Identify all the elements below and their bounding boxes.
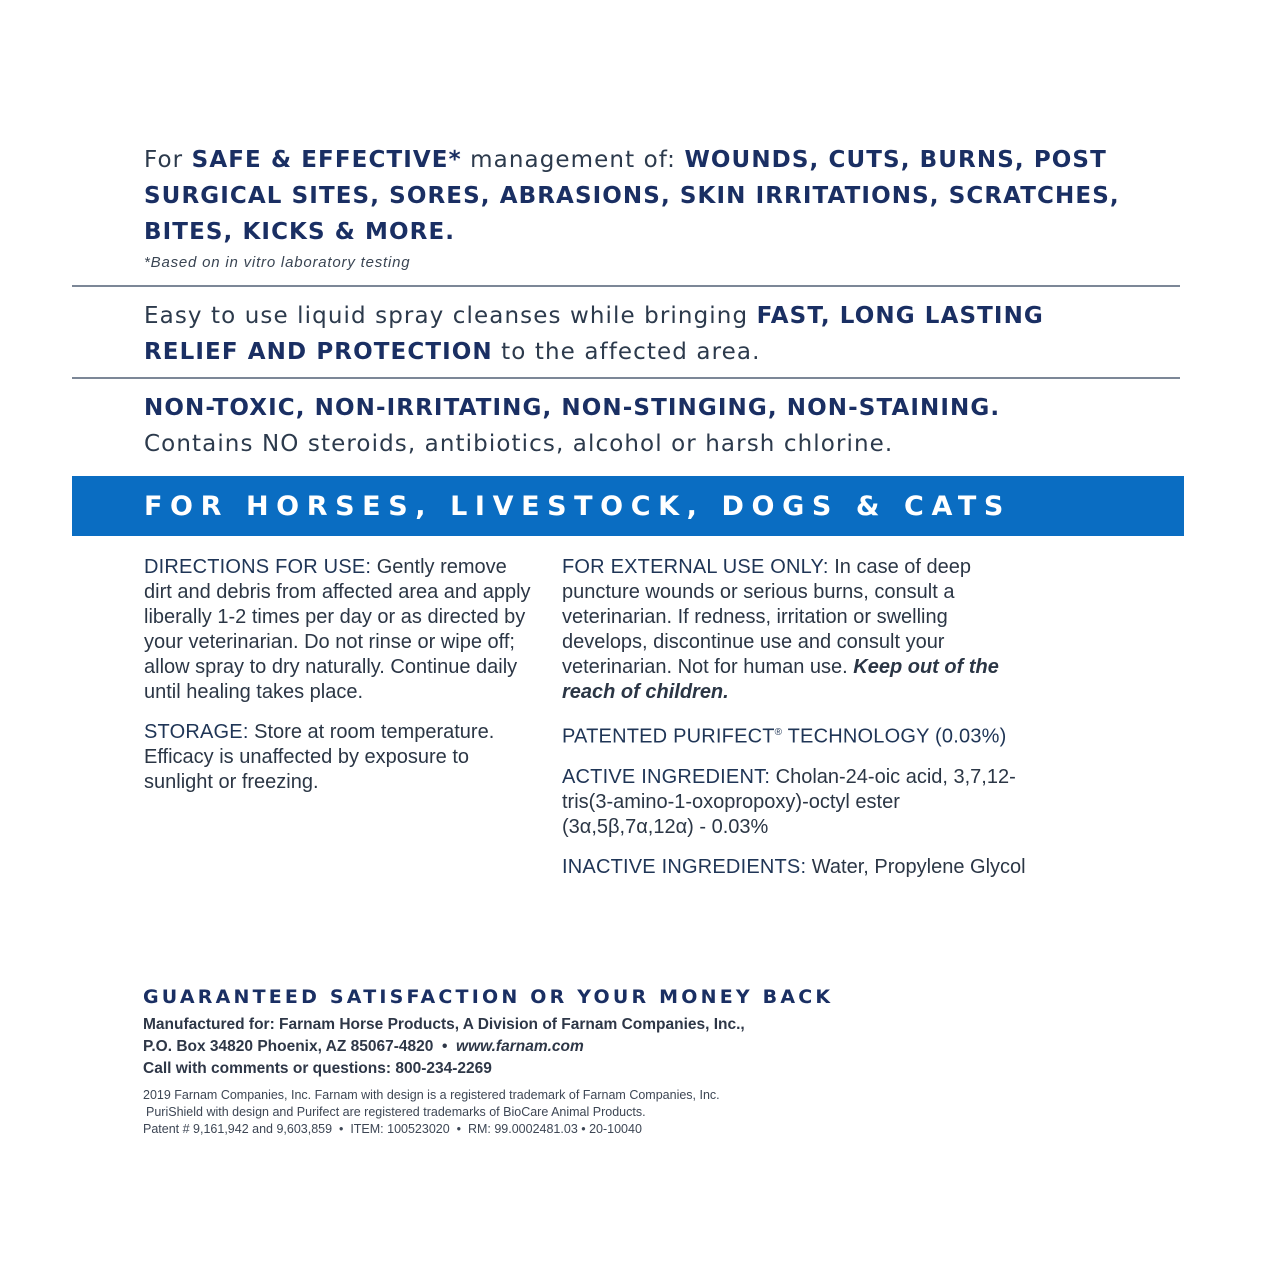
child-warning: Keep out of the reach of children. (562, 656, 999, 703)
external-use-text: In case of deep puncture wounds or serious burns, consult a veterinarian. If redness, irritation or swelling develops, discontinue use and consult your veterinarian. Not for human use. (562, 556, 972, 678)
patented-label-a: PATENTED PURIFECT (562, 725, 775, 748)
intro-footnote: *Based on in vitro laboratory testing (144, 254, 411, 271)
intro-text-2: management of: (461, 147, 685, 173)
divider-line (72, 285, 1180, 287)
external-use-paragraph (562, 555, 1032, 705)
legal-line-3: Patent # 9,161,942 and 9,603,859 • ITEM: 100523020 • RM: 99.0002481.03 • 20-10040 (143, 1122, 642, 1136)
active-ingredient-label: ACTIVE INGREDIENT: (562, 765, 771, 788)
left-column (144, 555, 534, 810)
guarantee-headline: GUARANTEED SATISFACTION OR YOUR MONEY BACK (143, 986, 834, 1008)
directions-paragraph (144, 555, 534, 705)
intro-statement (144, 142, 1144, 250)
manufacturer-address: P.O. Box 34820 Phoenix, AZ 85067-4820 • (143, 1038, 457, 1055)
registered-mark: ® (774, 727, 783, 738)
manufacturer-line-1: Manufactured for: Farnam Horse Products, A Division of Farnam Companies, Inc., (143, 1016, 745, 1033)
intro-text-1: For (144, 147, 192, 173)
intro-safe-effective: SAFE & EFFECTIVE* (191, 147, 462, 173)
manufacturer-contact: Call with comments or questions: 800-234-2269 (143, 1060, 492, 1077)
active-ingredient-text: Cholan-24-oic acid, 3,7,12-tris(3-amino-1-oxopropoxy)-octyl ester (3α,5β,7α,12α) - 0.03% (562, 765, 1016, 838)
storage-label: STORAGE: (144, 721, 249, 743)
relief-highlight: FAST, LONG LASTING RELIEF AND PROTECTION (144, 303, 1044, 365)
inactive-ingredients-paragraph (562, 855, 1032, 880)
relief-text-1: Easy to use liquid spray cleanses while bringing (144, 303, 757, 329)
directions-label: DIRECTIONS FOR USE: (144, 556, 372, 578)
inactive-ingredients-text: Water, Propylene Glycol (806, 855, 1026, 878)
relief-block (144, 298, 1144, 370)
website-link[interactable]: www.farnam.com (456, 1038, 584, 1055)
legal-text (143, 1087, 720, 1138)
relief-text-2: to the affected area. (492, 339, 761, 365)
nontoxic-subline: Contains NO steroids, antibiotics, alcohol or harsh chlorine. (144, 431, 894, 457)
patented-label-b: TECHNOLOGY (0.03%) (782, 725, 1007, 748)
relief-statement (144, 298, 1144, 370)
manufacturer-info (143, 1014, 745, 1080)
active-ingredient-paragraph (562, 765, 1032, 840)
legal-line-2: PuriShield with design and Purifect are registered trademarks of BioCare Animal Products. (146, 1105, 646, 1119)
nontoxic-headline: NON-TOXIC, NON-IRRITATING, NON-STINGING, NON-STAINING. (144, 395, 1001, 421)
divider-line (72, 377, 1180, 379)
patented-technology (562, 720, 1032, 750)
species-banner-text: FOR HORSES, LIVESTOCK, DOGS & CATS (144, 490, 1011, 522)
storage-text: Store at room temperature. Efficacy is unaffected by exposure to sunlight or freezing. (144, 721, 495, 793)
species-banner (72, 476, 1184, 536)
intro-block (144, 142, 1144, 271)
legal-line-1: 2019 Farnam Companies, Inc. Farnam with design is a registered trademark of Farnam Companies, Inc. (143, 1088, 720, 1102)
external-use-label: FOR EXTERNAL USE ONLY: (562, 556, 829, 578)
directions-text: Gently remove dirt and debris from affected area and apply liberally 1-2 times per day or as directed by your veterinarian. Do not rinse or wipe off; allow spray to dry naturally. Continue daily until healing takes place. (144, 556, 531, 703)
inactive-ingredients-label: INACTIVE INGREDIENTS: (562, 855, 807, 878)
nontoxic-block (144, 390, 1144, 462)
manufacturer-line-2 (143, 1036, 745, 1058)
right-column (562, 555, 1032, 895)
intro-conditions-list: WOUNDS, CUTS, BURNS, POST SURGICAL SITES, SORES, ABRASIONS, SKIN IRRITATIONS, SCRATCHES, BITES, KICKS & MORE. (144, 147, 1120, 245)
storage-paragraph (144, 720, 534, 795)
